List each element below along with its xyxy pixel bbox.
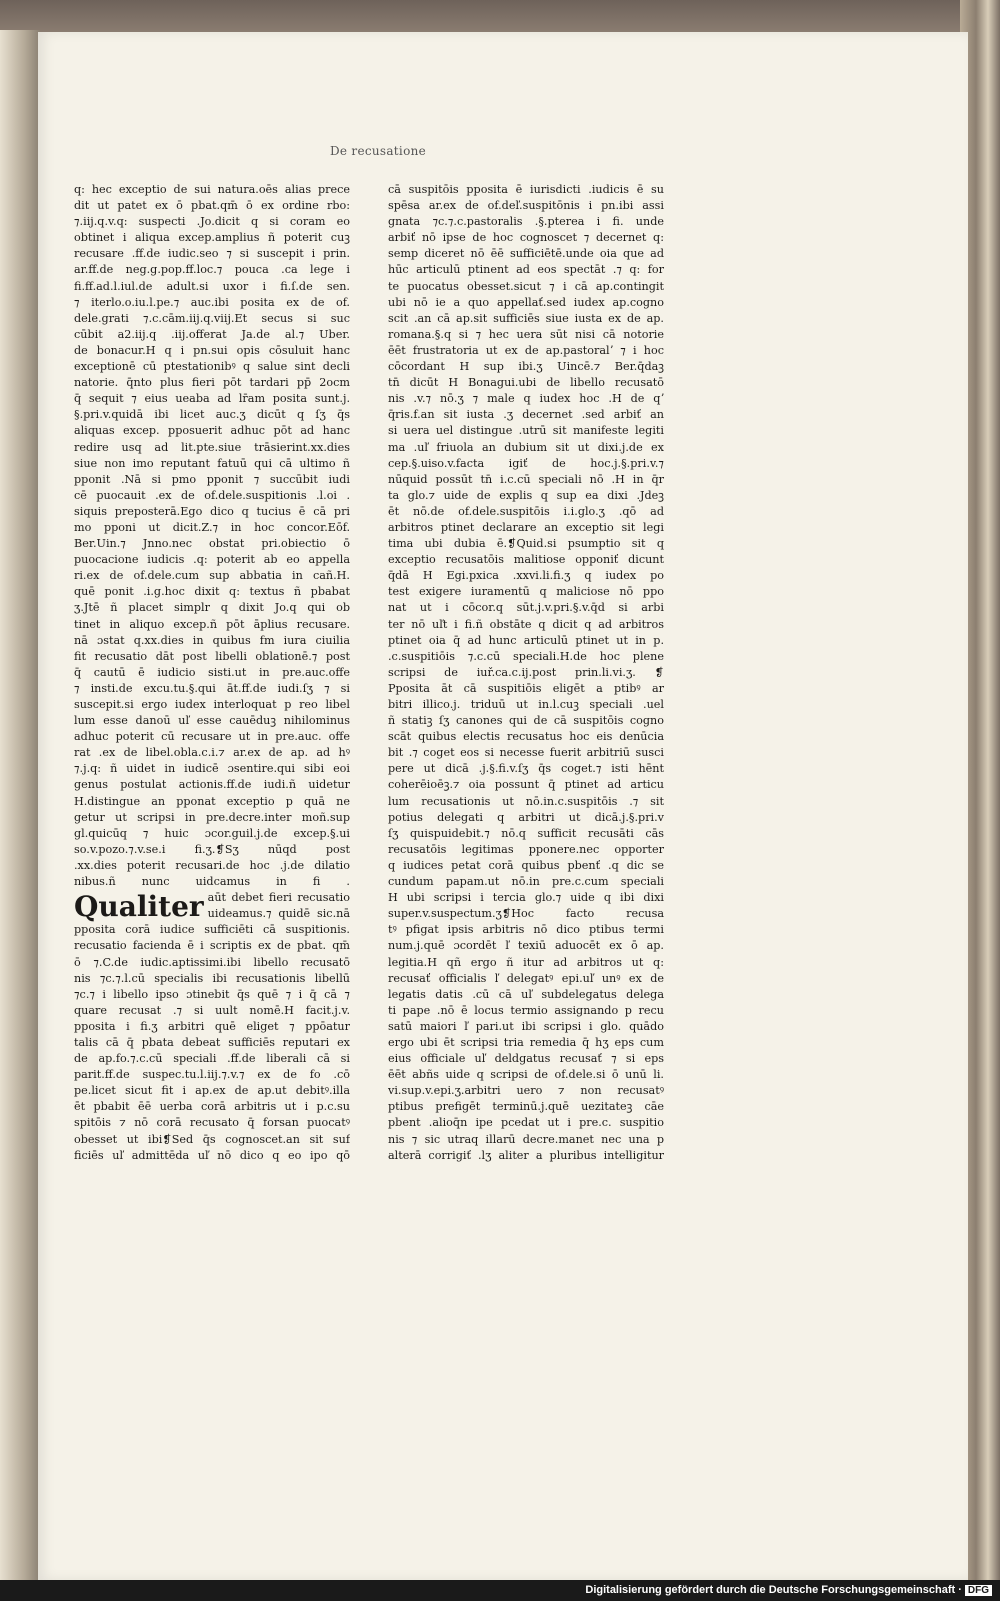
decorated-initial: Qualiter: [74, 890, 204, 923]
text-line: nibus.ñ nunc uidcamus in fi .: [74, 875, 350, 889]
text-line: vi.sup.v.epi.ʒ.arbitri uero ⁊ non recusatꝰ: [388, 1084, 664, 1098]
text-line: ñ statiꝫ ſʒ canones qui de cā suspitōis cogno: [388, 714, 664, 728]
text-line: cā suspitōis pposita ē iurisdicti .iudicis ē su: [388, 183, 664, 196]
text-line: spitōis ⁊ nō corā recusato q̄ forsan puocatꝰ: [74, 1116, 350, 1130]
text-line: suscepit.si ergo iudex interloquat p reo libel: [74, 698, 350, 711]
text-line: talis cā q̄ pbata debeat sufficiēs reputari ex: [74, 1035, 350, 1049]
text-line: rat .ex de libel.obla.c.i.⁊ ar.ex de ap. ad hꝰ: [74, 746, 350, 760]
text-line: ⁊.j.q: ñ uidet in iudicē ɔsentire.qui sibi eoi: [74, 762, 350, 776]
text-line: pere ut dicā .j.§.fi.v.ſʒ q̄s coget.⁊ isti hēnt: [388, 762, 664, 776]
initial-line-1: aūt debet fieri recusatio: [207, 891, 350, 905]
text-line: fit recusatio dāt post libelli oblationē.⁊ post: [74, 649, 350, 663]
text-line: hūc articulū ptinent ad eos spectāt .⁊ q: for: [388, 263, 664, 277]
text-line: siquis preposterā.Ego dico q tucius ē cā pri: [74, 504, 350, 518]
text-line: so.v.pozo.⁊.v.se.i fi.ʒ.❡Sʒ nūqd post: [74, 842, 350, 856]
text-line: Ber.Uin.⁊ Jnno.nec obstat pri.obiectio ō: [74, 537, 350, 551]
text-line: gnata ⁊c.⁊.c.pastoralis .§.pterea i fi. unde: [388, 215, 664, 229]
text-line: aliquas excep. pposuerit adhuc pōt ad hanc: [74, 424, 350, 438]
text-line: tn̄ dicūt H Bonagui.ubi de libello recusatō: [388, 376, 664, 390]
text-line: siue non imo reputant fatuū qui cā ultimo ñ: [74, 456, 350, 470]
text-line: ēēt abñs uide q scripsi de of.dele.si ō unū li.: [388, 1068, 664, 1082]
text-line: H ubi scripsi i tercia glo.⁊ uide q ibi dixi: [388, 891, 664, 905]
initial-paragraph-start: [74, 890, 350, 922]
text-line: de ap.fo.⁊.c.cū speciali .ff.de liberali cā si: [74, 1052, 350, 1066]
text-line: gl.quicūq ⁊ huic ɔcor.guil.j.de excep.§.ui: [74, 826, 350, 840]
text-line: ⁊c.⁊ i libello ipso ɔtinebit q̄s quē ⁊ i q̄ cā ⁊: [74, 987, 350, 1001]
text-line: obtinet i aliqua excep.amplius ñ poterit cuꝫ: [74, 231, 350, 245]
initial-line-2: uideamus.⁊ quidē sic.nā: [207, 907, 350, 921]
text-line: genus postulat actionis.ff.de iudi.ñ uidetur: [74, 778, 350, 792]
text-line: puocacione iudicis .q: poterit ab eo appella: [74, 553, 350, 567]
text-line: ēt nō.de of.dele.suspitōis i.i.glo.ʒ .qō ad: [388, 504, 664, 518]
text-line: redire usq ad lit.pte.siue trāsierint.xx.dies: [74, 440, 350, 454]
text-line: recusať officialis ľ delegatꝰ epi.uľ unꝰ ex de: [388, 971, 664, 985]
text-line: arbiť nō ipse de hoc cognoscet ⁊ decernet q:: [388, 231, 664, 245]
text-line: exceptio recusatōis malitiose opponiť dicunt: [388, 553, 664, 567]
text-line: ⁊ insti.de excu.tu.§.qui āt.ff.de iudi.ſʒ ⁊ si: [74, 681, 350, 695]
text-line: spēsa ar.ex de of.deľ.suspitōnis i pn.ibi assi: [388, 199, 664, 213]
text-line: dele.grati ⁊.c.cām.iij.q.viij.Et secus si suc: [74, 311, 350, 325]
text-line: q̄dā H Egi.pxica .xxvi.li.fi.ʒ q iudex po: [388, 569, 664, 583]
text-line: .xx.dies poterit recusari.de hoc .j.de dilatio: [74, 858, 350, 872]
text-line: ptibus prefigēt terminū.j.quē uezitateꝫ cāe: [388, 1100, 664, 1114]
text-line: §.pri.v.quidā ibi licet auc.ʒ dicūt q ſʒ q̄s: [74, 408, 350, 422]
text-line: nis ⁊ sic utraq illarū decre.manet nec una p: [388, 1132, 664, 1146]
text-line: ō ⁊.C.de iudic.aptissimi.ibi libello recusatō: [74, 955, 350, 969]
book-left-edge: [0, 30, 40, 1580]
text-line: nis ⁊c.⁊.l.cū specialis ibi recusationis libellū: [74, 971, 350, 985]
text-line: ubi nō ie a quo appellať.sed iudex ap.cogno: [388, 295, 664, 309]
left-column-lines-after: [74, 922, 350, 1163]
text-line: mo pponi ut dicit.Z.⁊ in hoc concor.Eōf.: [74, 520, 350, 534]
text-line: ʒ.Jtē ñ placet simplr q dixit Jo.q qui ob: [74, 601, 350, 615]
text-line: ter nō uľt i fi.ñ obstāte q dicit q ad arbitros: [388, 617, 664, 631]
text-line: alterā corrigiť .lʒ aliter a pluribus intelligitur: [388, 1148, 664, 1162]
text-line: quē ponit .i.g.hoc dixit q: textus ñ pbabat: [74, 585, 350, 599]
text-line: scāt quibus electis recusatus hoc eis denūcia: [388, 730, 664, 744]
text-line: ficiēs uľ admittēda uľ nō dico q eo ipo qō: [74, 1148, 350, 1162]
text-line: num.j.quē ɔcordēt ľ texiū aduocēt ex ō ap.: [388, 939, 664, 953]
text-line: q iudices petat corā quibus pbenť .q dic se: [388, 858, 664, 872]
text-line: nat ut i cōcor.q sūt.j.v.pri.§.v.q̄d si arbi: [388, 601, 664, 615]
text-line: exceptionē cū ptestationibꝰ q salue sint decli: [74, 360, 350, 374]
text-line: nūquid possūt tn̄ i.c.cū speciali nō .H in q̄r: [388, 472, 664, 486]
text-line: tima ubi dubia ē.❡Quid.si psumptio sit q: [388, 537, 664, 551]
text-line: nis .v.⁊ nō.ʒ ⁊ male q iudex hoc .H de qʼ: [388, 392, 664, 406]
text-line: ergo ubi ēt scripsi tria remedia q̄ hʒ eps cum: [388, 1035, 664, 1049]
left-column-lines: [74, 182, 350, 890]
text-line: cē puocauit .ex de of.dele.suspitionis .l.oi .: [74, 488, 350, 502]
text-line: ri.ex de of.dele.cum sup abbatia in cañ.H.: [74, 569, 350, 583]
text-line: satū maiori ľ pari.ut ibi scripsi i glo. quādo: [388, 1019, 664, 1033]
text-line: ti pape .nō ē locus termio assignando p recu: [388, 1003, 664, 1017]
text-line: de bonacur.H q i pn.sui opis cōsuluit hanc: [74, 343, 350, 357]
text-line: si uera uel distingue .utrū sit manifeste legiti: [388, 424, 664, 438]
running-head: De recusatione: [329, 144, 427, 158]
text-line: natorie. q̄nto plus fieri pōt tardari pp̄ 2ocm: [74, 376, 350, 390]
text-line: test exigere iuramentū q maliciose nō ppo: [388, 585, 664, 599]
text-line: q̄ sequit ⁊ eius ueaba ad lr̄am posita sunt.j.: [74, 392, 350, 406]
text-line: ptinet oia q̄ ad hunc articulū ptinet ut in p.: [388, 633, 664, 647]
text-line: ta glo.⁊ uide de explis q sup ea dixi .Jdeꝫ: [388, 488, 664, 502]
text-line: scit .an cā ap.sit sufficiēs siue iusta ex de ap.: [388, 311, 664, 325]
text-line: tꝰ pfigat ipsis arbitris nō dico ptibus termi: [388, 923, 664, 937]
text-line: scripsi de iuř.ca.c.ij.post prin.li.vi.ʒ. ❡: [388, 665, 664, 679]
text-line: ma .uľ friuola an dubium sit ut dixi.j.de ex: [388, 440, 664, 454]
text-line: quare recusat .⁊ si uult nomē.H facit.j.v.: [74, 1003, 350, 1017]
text-line: parit.ff.de suspec.tu.l.iij.⁊.v.⁊ ex de fo .cō: [74, 1068, 350, 1082]
dfg-credit-text: Digitalisierung gefördert durch die Deutsche Forschungsgemeinschaft ·: [585, 1584, 962, 1596]
text-line: q̄ cautū ē iudicio sisti.ut in pre.auc.offe: [74, 665, 350, 679]
text-line: pponit .Nā si pmo pponit ⁊ succūbit iudi: [74, 472, 350, 486]
text-line: ſʒ quispuidebit.⁊ nō.q sufficit recusāti cās: [388, 826, 664, 840]
left-column: [74, 182, 350, 1164]
text-line: cōcordant H sup ibi.ʒ Uincē.⁊ Ber.q̄daꝫ: [388, 360, 664, 374]
text-line: bit .⁊ coget eos si necesse fuerit arbitriū susci: [388, 746, 664, 760]
text-line: cep.§.uiso.v.facta igiť de hoc.j.§.pri.v.⁊: [388, 456, 664, 470]
text-line: getur ut scripsi in pre.decre.inter moñ.sup: [74, 810, 350, 824]
dfg-logo: DFG: [965, 1585, 992, 1596]
text-line: ⁊.iij.q.v.q: suspecti .Jo.dicit q si coram eo: [74, 215, 350, 229]
text-line: q: hec exceptio de sui natura.oēs alias prece: [74, 183, 350, 196]
text-line: obesset ut ibi❡Sed q̄s cognoscet.an sit suf: [74, 1132, 350, 1146]
text-line: tinet in aliquo excep.ñ pōt āplius recusare.: [74, 617, 350, 631]
text-line: H.distingue an pponat exceptio p quā ne: [74, 794, 350, 808]
text-line: lum esse danoū uľ esse cauēduꝫ nihilominus: [74, 714, 350, 728]
text-line: ēēt frustratoria ut ex de ap.pastoralʼ ⁊ i hoc: [388, 343, 664, 357]
book-page: [38, 32, 968, 1580]
text-line: pposita i fi.ʒ arbitri quē eliget ⁊ ppōatur: [74, 1019, 350, 1033]
text-line: recusare .ff.de iudic.seo ⁊ si suscepit i prin.: [74, 247, 350, 261]
text-line: nā ɔstat q.xx.dies in quibus fm iura ciuilia: [74, 633, 350, 647]
text-line: recusatio facienda ē i scriptis ex de pbat. qm̄: [74, 939, 350, 953]
text-line: adhuc poterit cū recusare ut in pre.auc. offe: [74, 730, 350, 744]
text-line: cūbit a2.iij.q .iij.offerat Ja.de al.⁊ Uber.: [74, 327, 350, 341]
text-line: romana.§.q si ⁊ hec uera sūt nisi cā notorie: [388, 327, 664, 341]
text-line: .c.suspitiōis ⁊.c.cū speciali.H.de hoc plene: [388, 649, 664, 663]
text-line: pe.licet sicut fit i ap.ex de ap.ut debitꝰ.illa: [74, 1084, 350, 1098]
text-line: Pposita āt cā suspitiōis eligēt a ptibꝰ ar: [388, 681, 664, 695]
text-line: super.v.suspectum.ʒ❡Hoc facto recusa: [388, 907, 664, 921]
text-line: legitia.H qñ ergo ñ itur ad arbitros ut q:: [388, 955, 664, 969]
right-column-lines: [388, 182, 664, 1164]
text-line: bitri illico.j. triduū ut in.l.cuꝫ speciali .uel: [388, 698, 664, 711]
text-line: q̄ris.f.an sit iusta .ʒ decernet .sed arbiť an: [388, 408, 664, 422]
text-line: arbitros ptinet declarare an exceptio sit legi: [388, 520, 664, 534]
text-line: legatis datis .cū cā uľ subdelegatus delega: [388, 987, 664, 1001]
text-line: ⁊ iterlo.o.iu.l.pe.⁊ auc.ibi posita ex de of.: [74, 295, 350, 309]
text-line: dit ut patet ex ō pbat.qm̄ ō ex ordine rbo:: [74, 199, 350, 213]
text-line: recusatōis legitimas pponere.nec opporter: [388, 842, 664, 856]
dfg-credit: [585, 1584, 992, 1596]
text-line: coherēioēꝫ.⁊ oia possunt q̄ ptinet ad articu: [388, 778, 664, 792]
text-line: fi.ff.ad.l.iul.de adult.si uxor i fi.ſ.de sen.: [74, 279, 350, 293]
text-line: semp diceret nō ēē sufficiētē.unde oia que ad: [388, 247, 664, 261]
text-line: ar.ff.de neg.g.pop.ff.loc.⁊ pouca .ca lege i: [74, 263, 350, 277]
text-line: lum recusationis ut nō.in.c.suspitōis .⁊ sit: [388, 794, 664, 808]
text-line: potius delegati q arbitri ut dicā.j.§.pri.v: [388, 810, 664, 824]
text-line: te puocatus obesset.sicut ⁊ i cā ap.contingit: [388, 279, 664, 293]
book-top-edge: [0, 0, 1000, 32]
text-line: pbent .alioq̄n ipe pcedat ut i pre.c. suspitio: [388, 1116, 664, 1130]
text-line: eius officiale uľ deldgatus recusať ⁊ si eps: [388, 1052, 664, 1066]
right-column: [388, 182, 664, 1164]
text-line: ēt pbabit ēē uerba corā arbitris ut i p.c.su: [74, 1100, 350, 1114]
text-line: cundum papam.ut nō.in pre.c.cum speciali: [388, 875, 664, 889]
text-line: pposita corā iudice sufficiēti cā suspitionis.: [74, 923, 350, 937]
